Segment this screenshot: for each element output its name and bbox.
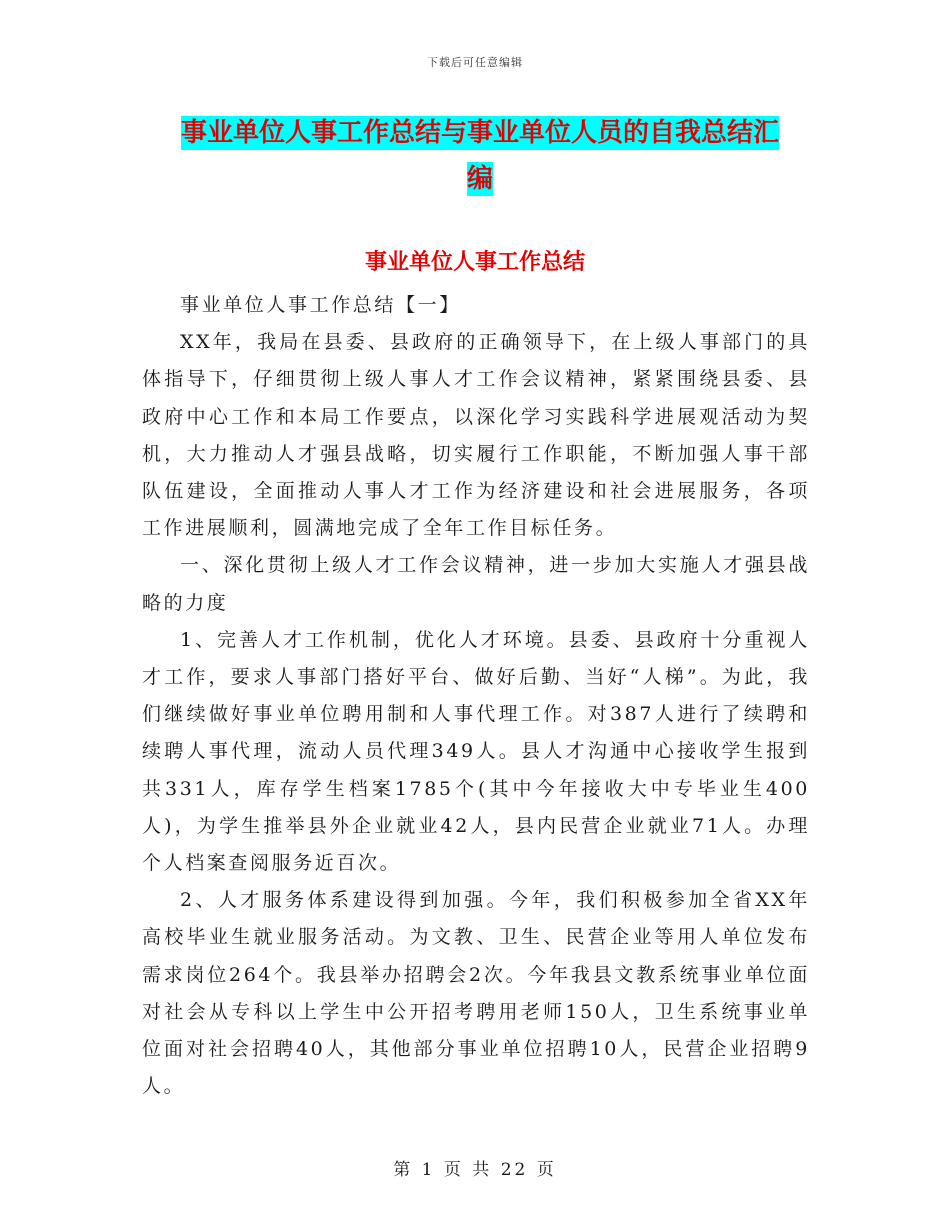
paragraph-section-one: 一、深化贯彻上级人才工作会议精神，进一步加大实施人才强县战略的力度 [142, 554, 810, 614]
body-text [142, 287, 810, 1105]
paragraph-heading: 事业单位人事工作总结【一】 [180, 294, 461, 316]
main-title-line-2: 编 [466, 164, 493, 194]
paragraph-item-1: 1、完善人才工作机制，优化人才环境。县委、县政府十分重视人才工作，要求人事部门搭好平台、做好后勤、当好“人梯”。为此，我们继续做好事业单位聘用制和人事代理工作。对387人进行了续聘和续聘人事代理，流动人员代理349人。县人才沟通中心接收学生报到共331人，库存学生档案1785个(其中今年接收大中专毕业生400人)，为学生推举县外企业就业42人，县内民营企业就业71人。办理个人档案查阅服务近百次。 [142, 628, 810, 875]
main-title [140, 110, 820, 202]
section-title: 事业单位人事工作总结 [364, 250, 585, 275]
main-title-line-1: 事业单位人事工作总结与事业单位人员的自我总结汇 [180, 118, 779, 148]
paragraph-intro: XX年，我局在县委、县政府的正确领导下，在上级人事部门的具体指导下，仔细贯彻上级人事人才工作会议精神，紧紧围绕县委、县政府中心工作和本局工作要点，以深化学习实践科学进展观活动为契机，大力推动人才强县战略，切实履行工作职能，不断加强人事干部队伍建设，全面推动人事人才工作为经济建设和社会进展服务，各项工作进展顺利，圆满地完成了全年工作目标任务。 [142, 331, 810, 540]
header-note: 下载后可任意编辑 [427, 56, 523, 69]
page-footer: 第 1 页 共 22 页 [393, 1160, 557, 1180]
paragraph-item-2: 2、人才服务体系建设得到加强。今年，我们积极参加全省XX年高校毕业生就业服务活动。为文教、卫生、民营企业等用人单位发布需求岗位264个。我县举办招聘会2次。今年我县文教系统事业单位面对社会从专科以上学生中公开招考聘用老师150人，卫生系统事业单位面对社会招聘40人，其他部分事业单位招聘10人，民营企业招聘9人。 [142, 889, 810, 1098]
